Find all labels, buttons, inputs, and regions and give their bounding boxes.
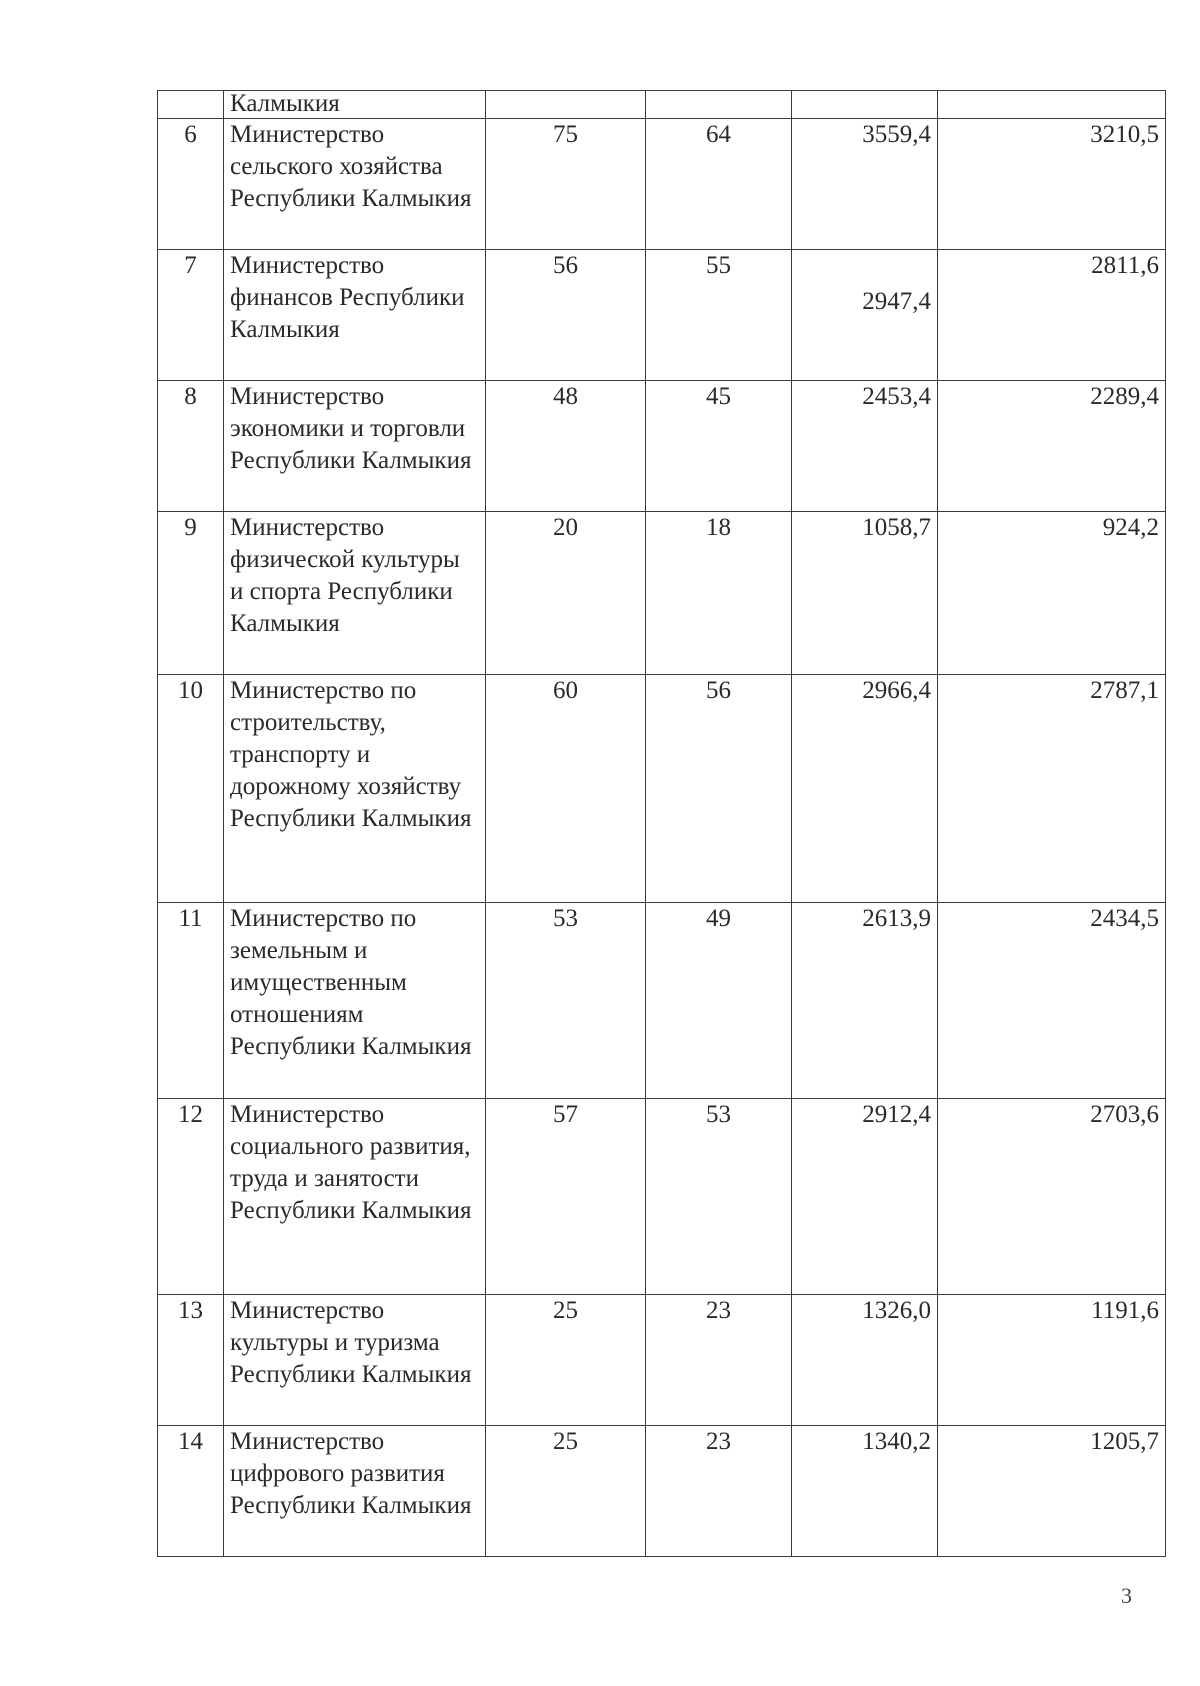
value-cell: 25: [486, 1295, 646, 1426]
row-number: 14: [158, 1426, 224, 1557]
row-number: 9: [158, 512, 224, 675]
amount-cell: 2787,1: [938, 675, 1166, 903]
value-cell: 18: [646, 512, 792, 675]
ministry-name: Министерство физической культуры и спорта Республики Калмыкия: [224, 512, 486, 675]
value-cell: 20: [486, 512, 646, 675]
table-row: [158, 119, 1166, 250]
value-cell: 23: [646, 1426, 792, 1557]
value-cell: 64: [646, 119, 792, 250]
ministry-name: Министерство экономики и торговли Республики Калмыкия: [224, 381, 486, 512]
amount-cell: 2289,4: [938, 381, 1166, 512]
ministry-name: Министерство культуры и туризма Республики Калмыкия: [224, 1295, 486, 1426]
value-cell: [486, 91, 646, 119]
value-cell: 60: [486, 675, 646, 903]
ministry-name: Министерство по земельным и имущественным отношениям Республики Калмыкия: [224, 903, 486, 1099]
amount-cell: 2453,4: [792, 381, 938, 512]
amount-cell: 2434,5: [938, 903, 1166, 1099]
table-row: [158, 675, 1166, 903]
row-number: [158, 91, 224, 119]
value-cell: 45: [646, 381, 792, 512]
ministry-name: Министерство социального развития, труда и занятости Республики Калмыкия: [224, 1099, 486, 1295]
amount-cell: 1340,2: [792, 1426, 938, 1557]
value-cell: 57: [486, 1099, 646, 1295]
value-cell: 53: [646, 1099, 792, 1295]
value-cell: 55: [646, 250, 792, 381]
amount-cell: [938, 91, 1166, 119]
amount-cell: 2912,4: [792, 1099, 938, 1295]
table-row: [158, 381, 1166, 512]
page-number: 3: [1121, 1583, 1132, 1608]
table-row: [158, 512, 1166, 675]
amount-cell: 2703,6: [938, 1099, 1166, 1295]
table-row: [158, 1426, 1166, 1557]
amount-cell: 3559,4: [792, 119, 938, 250]
row-number: 7: [158, 250, 224, 381]
value-cell: 48: [486, 381, 646, 512]
ministry-name: Калмыкия: [224, 91, 486, 119]
value-cell: 53: [486, 903, 646, 1099]
row-number: 10: [158, 675, 224, 903]
amount-cell: 1205,7: [938, 1426, 1166, 1557]
amount-cell: 1326,0: [792, 1295, 938, 1426]
amount-cell: 1058,7: [792, 512, 938, 675]
value-cell: 75: [486, 119, 646, 250]
ministry-name: Министерство финансов Республики Калмыкия: [224, 250, 486, 381]
value-cell: 49: [646, 903, 792, 1099]
amount-cell: 3210,5: [938, 119, 1166, 250]
amount-cell: 2811,6: [938, 250, 1166, 381]
value-cell: 56: [646, 675, 792, 903]
table-row: [158, 1295, 1166, 1426]
amount-cell: 2947,4: [792, 250, 938, 381]
ministry-name: Министерство цифрового развития Республики Калмыкия: [224, 1426, 486, 1557]
value-cell: 56: [486, 250, 646, 381]
row-number: 13: [158, 1295, 224, 1426]
row-number: 6: [158, 119, 224, 250]
table-row: [158, 1099, 1166, 1295]
row-number: 11: [158, 903, 224, 1099]
amount-cell: 2613,9: [792, 903, 938, 1099]
amount-cell: 1191,6: [938, 1295, 1166, 1426]
amount-cell: 924,2: [938, 512, 1166, 675]
amount-cell: 2966,4: [792, 675, 938, 903]
value-cell: 25: [486, 1426, 646, 1557]
value-cell: [646, 91, 792, 119]
ministry-name: Министерство по строительству, транспорту и дорожному хозяйству Республики Калмыкия: [224, 675, 486, 903]
row-number: 8: [158, 381, 224, 512]
staff-budget-table: [157, 90, 1166, 1557]
table-row: [158, 250, 1166, 381]
value-cell: 23: [646, 1295, 792, 1426]
amount-cell: [792, 91, 938, 119]
ministry-name: Министерство сельского хозяйства Республики Калмыкия: [224, 119, 486, 250]
table-row: [158, 903, 1166, 1099]
table-row: [158, 91, 1166, 119]
row-number: 12: [158, 1099, 224, 1295]
